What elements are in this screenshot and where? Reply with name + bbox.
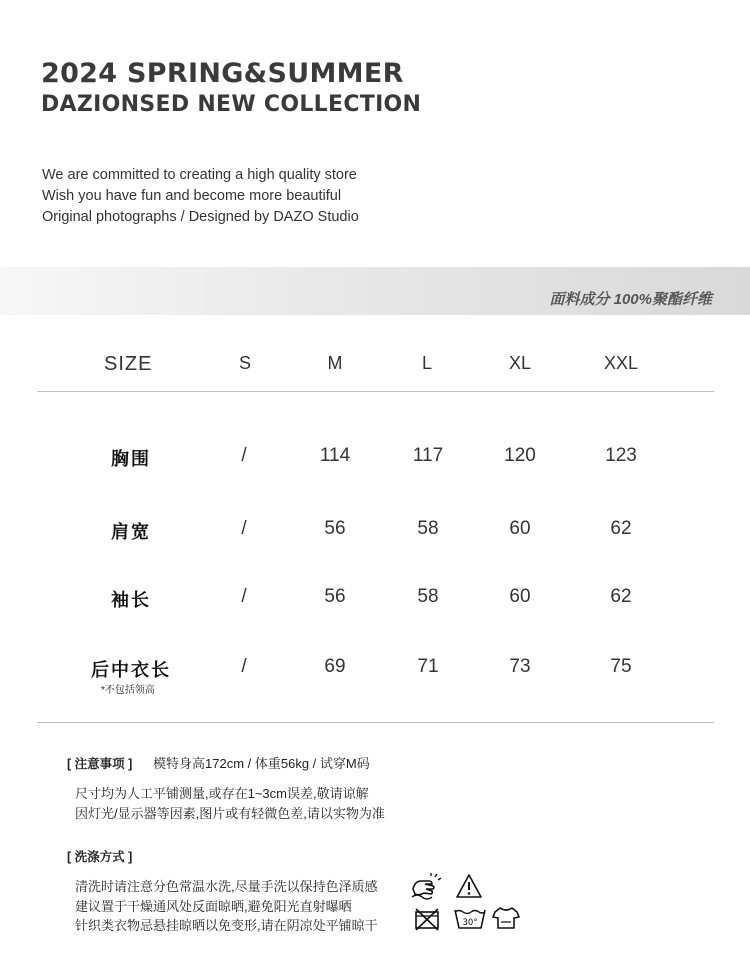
row-label-sleeve: 袖长 — [111, 590, 151, 610]
row-label-back-length: 后中衣长 — [91, 660, 171, 680]
wash-temp-label: 30° — [462, 918, 478, 928]
table-cell: 117 — [412, 445, 444, 466]
table-cell: / — [241, 518, 247, 539]
size-header-label: SIZE — [104, 353, 153, 375]
hand-wash-icon — [409, 871, 443, 901]
table-cell: / — [241, 445, 247, 466]
no-bleach-icon — [414, 907, 440, 931]
table-cell: 60 — [509, 518, 531, 539]
size-col-l: L — [421, 353, 433, 373]
row-note-collar: *不包括领高 — [101, 685, 155, 696]
table-cell: 120 — [504, 445, 536, 466]
size-col-m: M — [327, 353, 343, 373]
row-label-chest: 胸围 — [111, 449, 151, 469]
notes-title: [ 注意事项 ] — [67, 757, 133, 771]
washing-line: 针织类衣物忌悬挂晾晒以免变形,请在阴凉处平铺晾干 — [75, 918, 378, 933]
table-cell: 60 — [509, 586, 531, 607]
collection-title-line1: 2024 SPRING&SUMMER — [41, 58, 404, 89]
table-cell: 62 — [610, 586, 632, 607]
fabric-composition: 面料成分 100%聚酯纤维 — [549, 291, 712, 308]
table-cell: 56 — [324, 518, 346, 539]
notes-line: 尺寸均为人工平铺测量,或存在1~3cm误差,敬请谅解 — [75, 786, 369, 801]
flat-dry-icon — [491, 905, 521, 931]
table-cell: 114 — [319, 445, 351, 466]
table-cell: 56 — [324, 586, 346, 607]
row-label-shoulder: 肩宽 — [111, 522, 151, 542]
notes-line: 因灯光/显示器等因素,图片或有轻微色差,请以实物为准 — [75, 806, 385, 821]
table-cell: 123 — [605, 445, 637, 466]
table-cell: 73 — [509, 656, 531, 677]
size-col-s: S — [238, 353, 252, 373]
intro-text — [42, 165, 359, 228]
table-cell: 62 — [610, 518, 632, 539]
table-cell: 75 — [610, 656, 632, 677]
intro-line: We are committed to creating a high quality store — [42, 167, 357, 183]
washing-line: 建议置于干燥通风处反面晾晒,避免阳光直射曝晒 — [75, 899, 352, 914]
table-cell: / — [241, 656, 247, 677]
table-cell: 69 — [324, 656, 346, 677]
table-cell: / — [241, 586, 247, 607]
model-info: 模特身高172cm / 体重56kg / 试穿M码 — [153, 756, 370, 771]
table-cell: 58 — [417, 518, 439, 539]
table-cell: 71 — [417, 656, 439, 677]
intro-line: Wish you have fun and become more beautiful — [42, 188, 342, 204]
size-col-xl: XL — [508, 353, 532, 373]
size-col-xxl: XXL — [603, 353, 639, 373]
washing-title: [ 洗涤方式 ] — [67, 850, 133, 864]
washing-line: 清洗时请注意分色常温水洗,尽量手洗以保持色泽质感 — [75, 879, 378, 894]
table-top-divider — [37, 391, 714, 392]
warning-icon — [455, 873, 483, 899]
table-bottom-divider — [37, 722, 714, 723]
collection-title-line2: DAZIONSED NEW COLLECTION — [41, 92, 422, 117]
intro-line: Original photographs / Designed by DAZO Studio — [42, 209, 359, 225]
wash-30-icon — [452, 906, 488, 930]
table-cell: 58 — [417, 586, 439, 607]
